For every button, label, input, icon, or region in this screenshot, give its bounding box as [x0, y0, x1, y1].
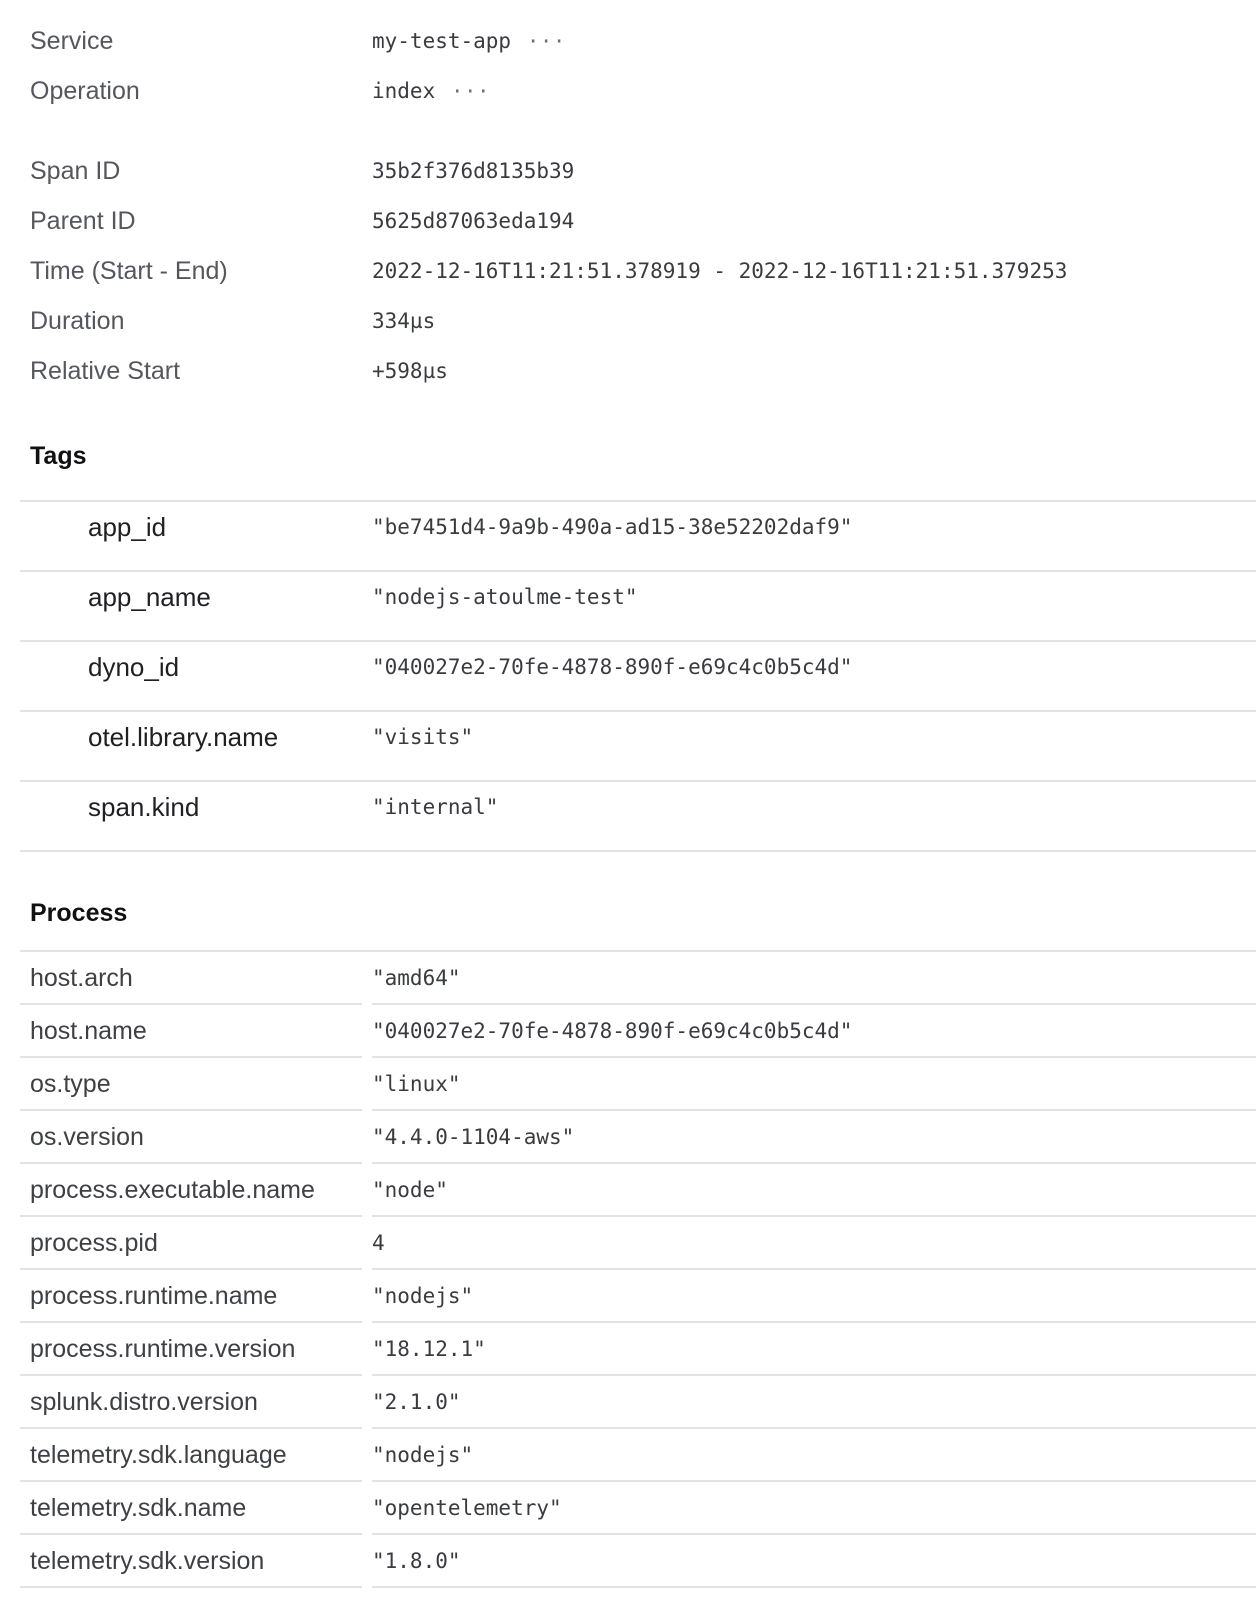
tag-value-otel-library-name: "visits": [372, 725, 474, 749]
process-row-divider: [20, 1321, 362, 1323]
operation-more-button[interactable]: ···: [451, 79, 491, 103]
process-row-divider: [372, 1586, 1256, 1588]
tags-section-title: Tags: [30, 442, 87, 470]
process-row-divider: [20, 1374, 362, 1376]
process-value-executable-name: "node": [372, 1178, 448, 1202]
tag-key-otel-library-name: otel.library.name: [88, 722, 279, 752]
service-value: [372, 26, 566, 56]
tag-row-divider: [20, 570, 1256, 572]
span-id-label: Span ID: [30, 157, 121, 185]
tag-key-app-name: app_name: [88, 582, 211, 612]
process-key-executable-name: process.executable.name: [30, 1176, 315, 1204]
process-value-sdk-version: "1.8.0": [372, 1549, 461, 1573]
tag-key-dyno-id: dyno_id: [88, 652, 180, 682]
process-row-divider: [372, 1268, 1256, 1270]
relative-start-value: +598µs: [372, 359, 448, 383]
tag-value-span-kind: "internal": [372, 795, 499, 819]
relative-start-label: Relative Start: [30, 357, 181, 385]
tag-row-divider: [20, 710, 1256, 712]
service-label: Service: [30, 27, 114, 55]
time-range-label: Time (Start - End): [30, 257, 228, 285]
process-key-host-name: host.name: [30, 1017, 147, 1045]
tag-value-app-id: "be7451d4-9a9b-490a-ad15-38e52202daf9": [372, 515, 853, 539]
process-key-sdk-name: telemetry.sdk.name: [30, 1494, 247, 1522]
tag-value-dyno-id: "040027e2-70fe-4878-890f-e69c4c0b5c4d": [372, 655, 853, 679]
process-row-divider: [20, 1215, 362, 1217]
service-more-button[interactable]: ···: [527, 29, 567, 53]
process-row-divider: [372, 1321, 1256, 1323]
tag-value-app-name: "nodejs-atoulme-test": [372, 585, 638, 609]
process-row-divider: [372, 1056, 1256, 1058]
tag-key-app-id: app_id: [88, 512, 167, 542]
process-row-divider: [372, 1374, 1256, 1376]
process-key-os-version: os.version: [30, 1123, 144, 1151]
parent-id-value: 5625d87063eda194: [372, 209, 575, 233]
process-value-splunk-distro-version: "2.1.0": [372, 1390, 461, 1414]
operation-name: index: [372, 79, 436, 103]
operation-label: Operation: [30, 77, 140, 105]
process-row-divider: [20, 1003, 362, 1005]
process-row-divider: [20, 1268, 362, 1270]
duration-label: Duration: [30, 307, 125, 335]
process-row-divider: [20, 1162, 362, 1164]
process-row-divider: [372, 1533, 1256, 1535]
parent-id-label: Parent ID: [30, 207, 136, 235]
span-id-value: 35b2f376d8135b39: [372, 159, 575, 183]
process-value-runtime-name: "nodejs": [372, 1284, 474, 1308]
process-section-title: Process: [30, 899, 128, 927]
process-key-os-type: os.type: [30, 1070, 111, 1098]
process-row-divider: [20, 1427, 362, 1429]
process-key-sdk-language: telemetry.sdk.language: [30, 1441, 287, 1469]
process-row-divider: [20, 1586, 362, 1588]
tag-key-span-kind: span.kind: [88, 792, 200, 822]
process-row-divider: [20, 1056, 362, 1058]
process-row-divider: [372, 1109, 1256, 1111]
process-key-runtime-version: process.runtime.version: [30, 1335, 296, 1363]
process-row-divider: [20, 1109, 362, 1111]
process-row-divider: [20, 1480, 362, 1482]
process-value-sdk-language: "nodejs": [372, 1443, 474, 1467]
tags-divider-bottom: [20, 850, 1256, 852]
process-key-pid: process.pid: [30, 1229, 158, 1257]
process-value-host-arch: "amd64": [372, 966, 461, 990]
time-range-value: 2022-12-16T11:21:51.378919 - 2022-12-16T11:21:51.379253: [372, 259, 1068, 283]
process-divider-top: [20, 950, 1256, 952]
process-key-host-arch: host.arch: [30, 964, 133, 992]
process-key-splunk-distro-version: splunk.distro.version: [30, 1388, 258, 1416]
process-row-divider: [372, 1480, 1256, 1482]
process-value-sdk-name: "opentelemetry": [372, 1496, 562, 1520]
process-row-divider: [372, 1215, 1256, 1217]
process-value-runtime-version: "18.12.1": [372, 1337, 486, 1361]
duration-value: 334µs: [372, 309, 436, 333]
process-key-sdk-version: telemetry.sdk.version: [30, 1547, 265, 1575]
process-value-pid: 4: [372, 1231, 385, 1255]
service-name: my-test-app: [372, 29, 512, 53]
process-row-divider: [372, 1003, 1256, 1005]
operation-value: [372, 76, 490, 106]
process-value-os-version: "4.4.0-1104-aws": [372, 1125, 575, 1149]
tags-divider-top: [20, 500, 1256, 502]
tag-row-divider: [20, 640, 1256, 642]
process-key-runtime-name: process.runtime.name: [30, 1282, 278, 1310]
process-value-host-name: "040027e2-70fe-4878-890f-e69c4c0b5c4d": [372, 1019, 853, 1043]
process-row-divider: [372, 1162, 1256, 1164]
tag-row-divider: [20, 780, 1256, 782]
process-row-divider: [20, 1533, 362, 1535]
process-value-os-type: "linux": [372, 1072, 461, 1096]
process-row-divider: [372, 1427, 1256, 1429]
